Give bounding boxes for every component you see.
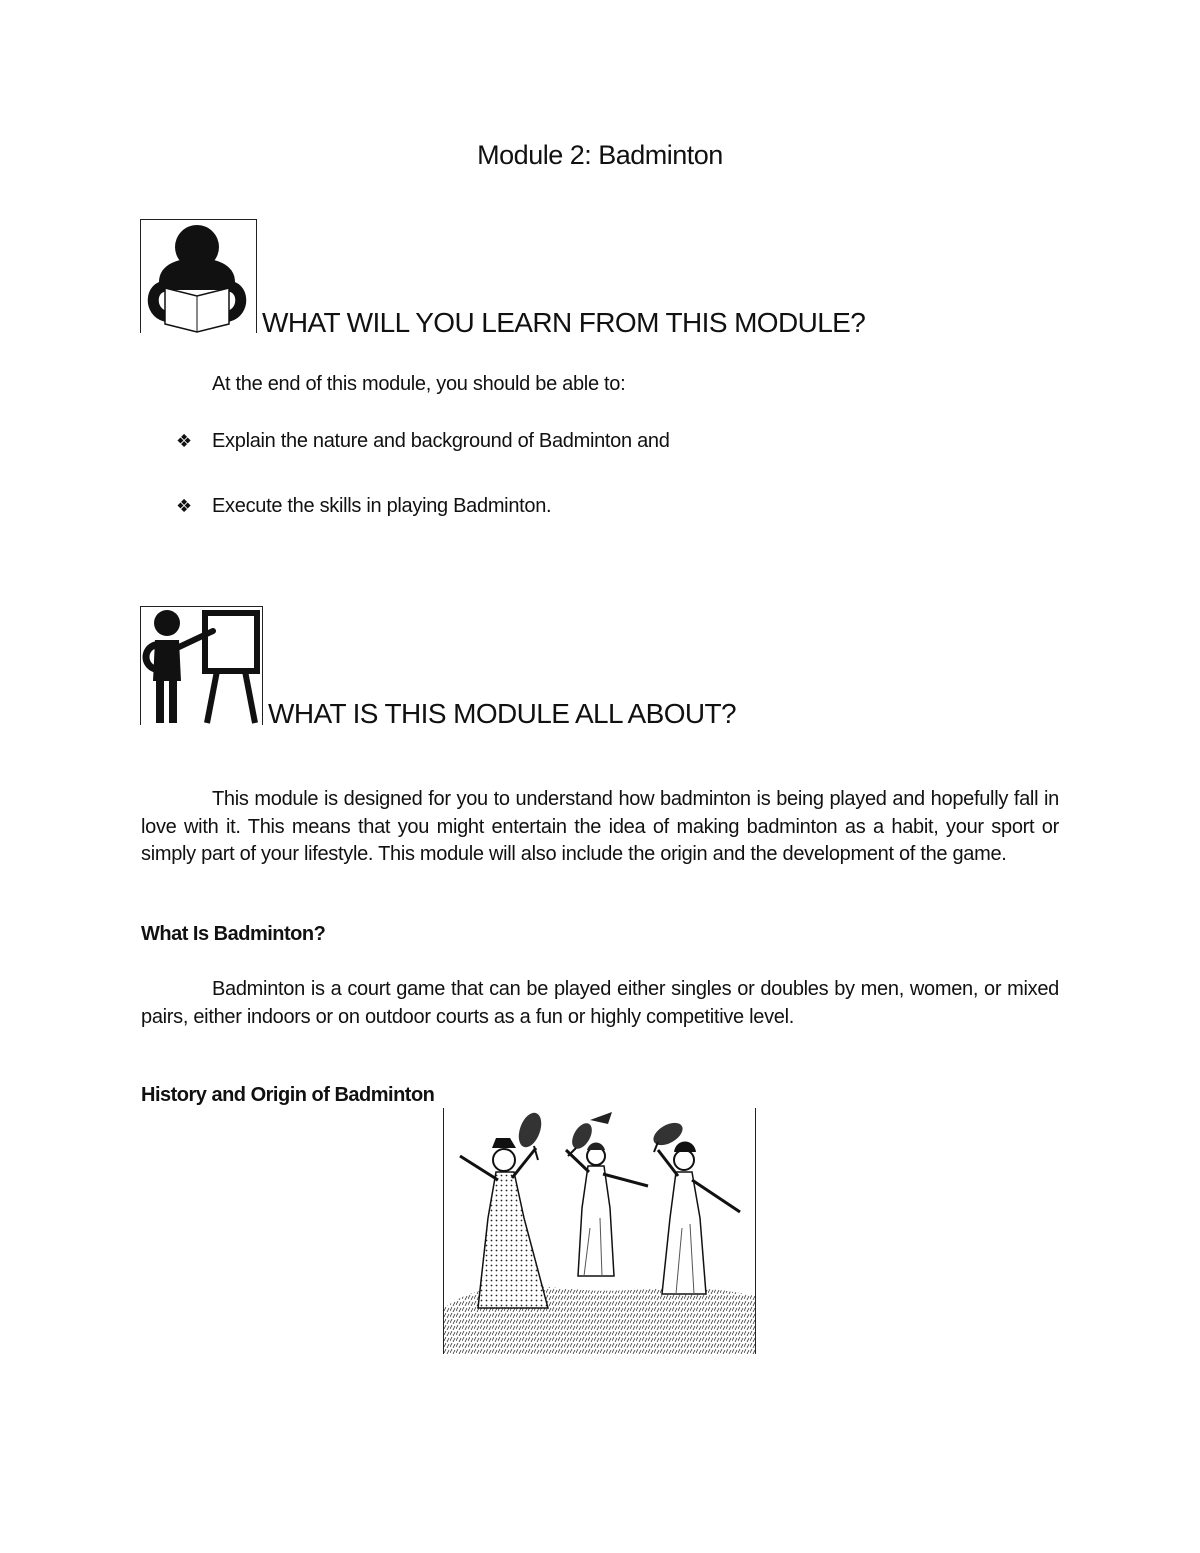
list-item xyxy=(176,428,670,454)
objectives-intro: At the end of this module, you should be able to: xyxy=(212,373,626,395)
badminton-definition-paragraph: Badminton is a court game that can be played either singles or doubles by men, women, or mixed pairs, either indoors or on outdoor courts as a fun or highly competitive level. xyxy=(141,978,1059,1028)
objectives-list xyxy=(176,428,670,519)
person-reading-icon xyxy=(140,219,257,333)
learn-section-heading: WHAT WILL YOU LEARN FROM THIS MODULE? xyxy=(262,307,866,338)
objective-text: Explain the nature and background of Badminton and xyxy=(212,429,670,452)
module-description-paragraph: This module is designed for you to understand how badminton is being played and hopefully fall in love with it. This means that you might entertain the idea of making badminton as a habit, your sport or simply part of your lifestyle. This module will also include the origin and the development of the game. xyxy=(141,788,1059,865)
about-section-heading: WHAT IS THIS MODULE ALL ABOUT? xyxy=(268,698,736,729)
battledore-illustration xyxy=(443,1108,756,1354)
diamond-bullet-icon: ❖ xyxy=(176,495,192,516)
objective-text: Execute the skills in playing Badminton. xyxy=(212,494,552,517)
list-item xyxy=(176,493,670,519)
page-title: Module 2: Badminton xyxy=(477,140,723,170)
history-heading: History and Origin of Badminton xyxy=(141,1084,435,1106)
diamond-bullet-icon: ❖ xyxy=(176,430,192,451)
what-is-badminton-heading: What Is Badminton? xyxy=(141,923,326,945)
teacher-at-board-icon xyxy=(140,606,263,725)
